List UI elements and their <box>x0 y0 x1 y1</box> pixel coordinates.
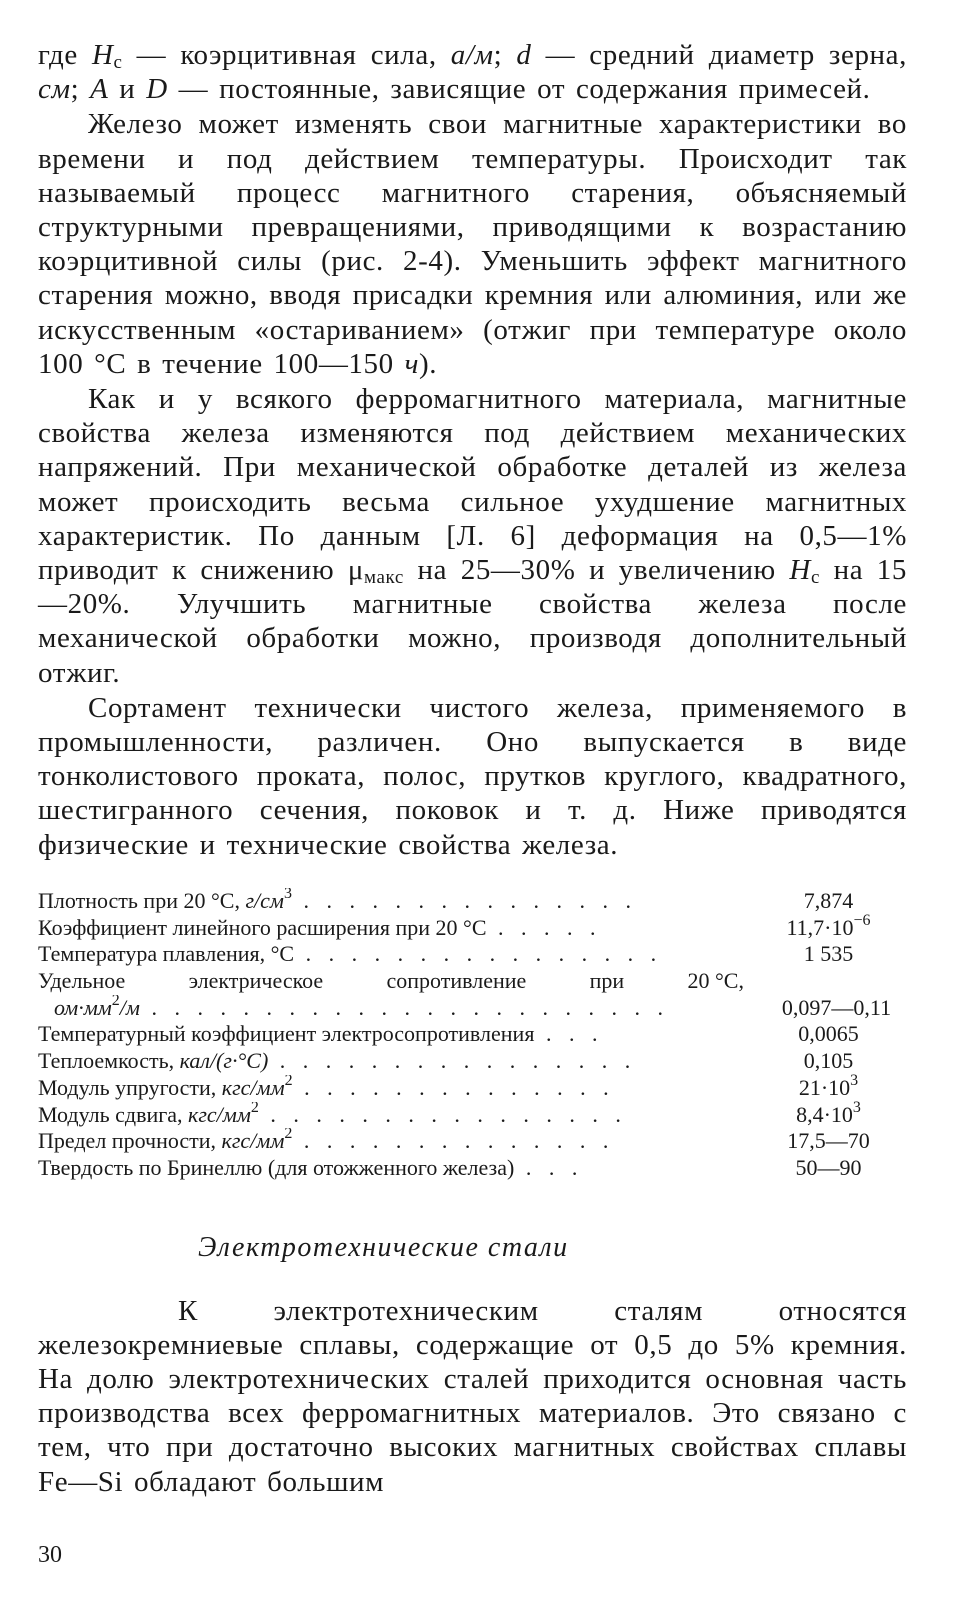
symbol-hc: H <box>789 554 811 587</box>
property-value: $8,4\cdot 10^3$ <box>796 1098 861 1127</box>
property-row-density <box>38 888 907 915</box>
property-value: 0,097—0,11 <box>781 994 892 1020</box>
property-row-strength <box>38 1128 907 1155</box>
symbol-d: d <box>516 39 532 71</box>
property-row-heat-capacity <box>38 1048 907 1075</box>
property-label: Теплоемкость, кал/(г·°С) . . . . . . . . . . . . . . . . <box>38 1048 637 1074</box>
subscript-c: c <box>113 52 123 73</box>
property-row-temp-coeff <box>38 1021 907 1048</box>
property-row-shear-modulus <box>38 1098 907 1129</box>
subscript-c: c <box>810 567 821 589</box>
property-label: $ом\cdot мм^2/м$ . . . . . . . . . . . . . . . . . . . . . . . <box>54 994 669 1020</box>
paragraph-mechanical-stress: Как и у всякого ферромагнитного материала, магнитные свойства железа изменяются под действием механических напряжений. При механической обработке деталей из железа может происходить весьма сильное ухудшение магнитных характеристик. По данным [Л. 6] деформация на 0,5—1% приводит к снижению $\mu_{макс}$ на 25—30% и увеличению $H_c$ на 15—20%. Улучшить магнитные свойства железа после механической обработки можно, производя дополнительный отжиг. <box>38 383 907 689</box>
property-label: Твердость по Бринеллю (для отожженного железа) . . . <box>38 1154 584 1180</box>
paragraph-formula-legend: где $H_c$ — коэрцитивная сила, а/м; d — средний диаметр зерна, см; A и D — постоянные, зависящие от содержания примесей. <box>38 39 907 106</box>
property-value: $11,7\cdot 10^{-6}$ <box>786 911 871 940</box>
property-value: 1 535 <box>803 941 854 967</box>
paragraph-assortment: Сортамент технически чистого железа, применяемого в промышленности, различен. Оно выпускается в виде тонколистового проката, полос, прутков круглого, квадратного, шестигранного сечения, поковок и т. д. Ниже приводятся физические и технические свойства железа. <box>38 691 907 861</box>
property-label: Плотность при 20 °С, $г/см^3$ . . . . . . . . . . . . . . . <box>38 887 637 913</box>
property-row-hardness <box>38 1155 907 1182</box>
section-heading: Электротехнические стали <box>198 1231 569 1263</box>
unit-a-per-m: а/м <box>450 39 494 71</box>
property-value: $21\cdot 10^3$ <box>798 1071 859 1100</box>
paragraph-electrical-steels: К электротехническим сталям относятся железокремниевые сплавы, содержащие от 0,5 до 5% кремния. На долю электротехнических сталей приходится основная часть производства всех ферромагнитных материалов. Это связано с тем, что при достаточно высоких магнитных свойствах сплавы Fe—Si обладают большим <box>38 1294 907 1498</box>
property-value: 50—90 <box>795 1154 862 1180</box>
property-label: Температура плавления, °С . . . . . . . . . . . . . . . . <box>38 941 663 967</box>
symbol-a: A <box>90 73 109 106</box>
property-row-expansion <box>38 911 907 942</box>
property-label: Удельное электрическое сопротивление при 20 °С, <box>38 967 744 993</box>
property-row-resistivity <box>38 995 907 1022</box>
property-value: 7,874 <box>803 887 854 913</box>
property-value: 17,5—70 <box>787 1128 870 1154</box>
property-value: 0,105 <box>803 1048 854 1074</box>
page-number: 30 <box>38 1542 62 1568</box>
subscript-max: макс <box>364 567 404 589</box>
property-value: 0,0065 <box>798 1021 859 1047</box>
symbol-D: D <box>146 73 168 106</box>
property-label: Модуль сдвига, кгс/$мм^2$ . . . . . . . . . . . . . . . . <box>38 1101 627 1127</box>
paragraph-magnetic-aging: Железо может изменять свои магнитные характеристики во времени и под действием температуры. Происходит так называемый процесс магнитного старения, объясняемый структурными превращениями, приводящими к возрастанию коэрцитивной силы (рис. 2-4). Уменьшить эффект магнитного старения можно, вводя присадки кремния или алюминия, или же искусственным «остариванием» (отжиг при температуре около 100 °С в течение 100—150 ч). <box>38 108 907 380</box>
property-row-melting <box>38 941 907 968</box>
property-label: Предел прочности, кгс/$мм^2$ . . . . . . . . . . . . . . <box>38 1128 615 1154</box>
property-row-elastic-modulus <box>38 1071 907 1102</box>
property-label: Коэффициент линейного расширения при 20 °С . . . . . <box>38 914 602 940</box>
properties-list <box>38 888 907 1182</box>
symbol-hc: H <box>91 39 114 71</box>
unit-hours: ч <box>404 347 420 380</box>
property-label: Температурный коэффициент электросопротивления . . . <box>38 1021 604 1047</box>
unit-cm: см <box>38 73 71 106</box>
property-label: Модуль упругости, кгс/$мм^2$ . . . . . . . . . . . . . . <box>38 1074 615 1100</box>
property-row-resistivity-heading <box>38 968 907 995</box>
